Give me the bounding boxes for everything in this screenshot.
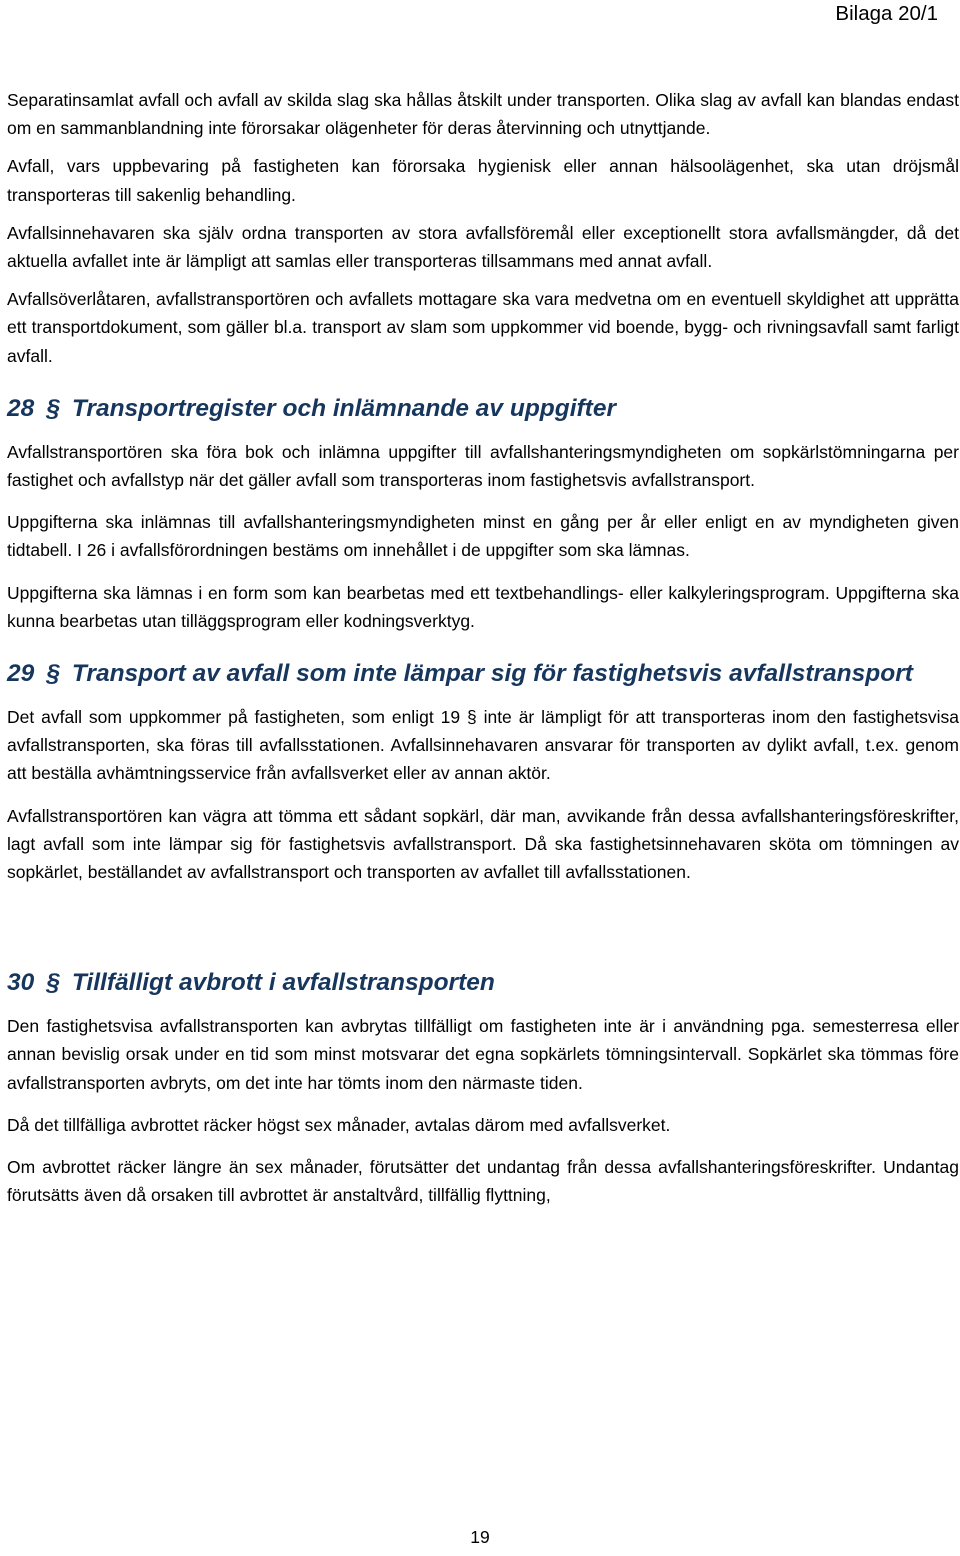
paragraph: Då det tillfälliga avbrottet räcker högst sex månader, avtalas därom med avfallsverket. (7, 1114, 671, 1135)
section-number: 30 (7, 969, 35, 997)
page-number: 19 (470, 1527, 490, 1547)
paragraph: Den fastighetsvisa avfallstransporten kan avbrytas tillfälligt om fastigheten inte är i användning pga. semesterresa eller annan bevislig orsak under en tid som minst motsvarar det egna sopkärlets tömningsintervall. Sopkärlet ska tömmas före avfallstransporten avbryts, om det inte har tömts inom den närmaste tiden. (7, 1016, 959, 1093)
document-body (7, 86, 959, 1209)
section-title: Transport av avfall som inte lämpar sig för fastighetsvis avfallstransport (71, 660, 913, 688)
section-number: 29 (7, 660, 35, 688)
paragraph: Uppgifterna ska inlämnas till avfallshanteringsmyndigheten minst en gång per år eller enligt en av myndigheten given tidtabell. I 26 i avfallsförordningen bestäms om innehållet i de uppgifter som ska lämnas. (7, 512, 959, 561)
paragraph-sign: § (46, 660, 60, 688)
paragraph: Avfallsöverlåtaren, avfallstransportören och avfallets mottagare ska vara medvetna om en eventuell skyldighet att upprätta ett transportdokument, som gäller bl.a. transport av slam som uppkommer vid boende, bygg- och rivningsavfall samt farligt avfall. (7, 289, 959, 366)
paragraph: Det avfall som uppkommer på fastigheten, som enligt 19 § inte är lämpligt för att transporteras inom den fastighetsvisa avfallstransporten, ska föras till avfallsstationen. Avfallsinnehavaren ansvarar för transporten av dylikt avfall, t.ex. genom att beställa avhämtningsservice från avfallsverket eller av annan aktör. (7, 707, 959, 784)
paragraph: Avfall, vars uppbevaring på fastigheten kan förorsaka hygienisk eller annan hälsoolägenhet, ska utan dröjsmål transporteras till sakenlig behandling. (7, 156, 959, 205)
paragraph-sign: § (46, 969, 60, 997)
paragraph: Om avbrottet räcker längre än sex månader, förutsätter det undantag från dessa avfallshanteringsföreskrifter. Undantag förutsätts även då orsaken till avbrottet är anstaltvård, tillfällig flyttning, (7, 1157, 959, 1206)
paragraph: Avfallstransportören kan vägra att tömma ett sådant sopkärl, där man, avvikande från dessa avfallshanteringsföreskrifter, lagt avfall som inte lämpar sig för fastighetsvis avfallstransport. Då ska fastighetsinnehavaren sköta om tömningen av sopkärlet, beställandet av avfallstransport och transporten av avfallet till avfallsstationen. (7, 805, 959, 883)
section-heading-28 (7, 394, 959, 424)
paragraph: Separatinsamlat avfall och avfall av skilda slag ska hållas åtskilt under transporten. Olika slag av avfall kan blandas endast om en sammanblandning inte förorsakar olägenheter för deras återvinning och utnyttjande. (7, 90, 959, 139)
section-number: 28 (7, 394, 35, 422)
section-title: Tillfälligt avbrott i avfallstransporten (71, 969, 495, 997)
paragraph: Avfallstransportören ska föra bok och inlämna uppgifter till avfallshanteringsmyndigheten om sopkärlstömningarna per fastighet och avfallstyp när det gäller avfall som transporteras inom fastighetsvis avfallstransport. (7, 441, 959, 491)
page-header: Bilaga 20/1 (835, 2, 938, 25)
paragraph: Uppgifterna ska lämnas i en form som kan bearbetas med ett textbehandlings- eller kalkyleringsprogram. Uppgifterna ska kunna bearbetas utan tilläggsprogram eller kodningsverktyg. (7, 582, 959, 631)
paragraph-sign: § (46, 394, 60, 422)
section-title: Transportregister och inlämnande av uppgifter (71, 394, 617, 422)
paragraph: Avfallsinnehavaren ska själv ordna transporten av stora avfallsföremål eller exceptionellt stora avfallsmängder, då det aktuella avfallet inte är lämpligt att samlas eller transporteras tillsammans med annat avfall. (7, 222, 959, 272)
section-heading-29 (7, 659, 959, 689)
section-heading-30 (7, 968, 959, 998)
